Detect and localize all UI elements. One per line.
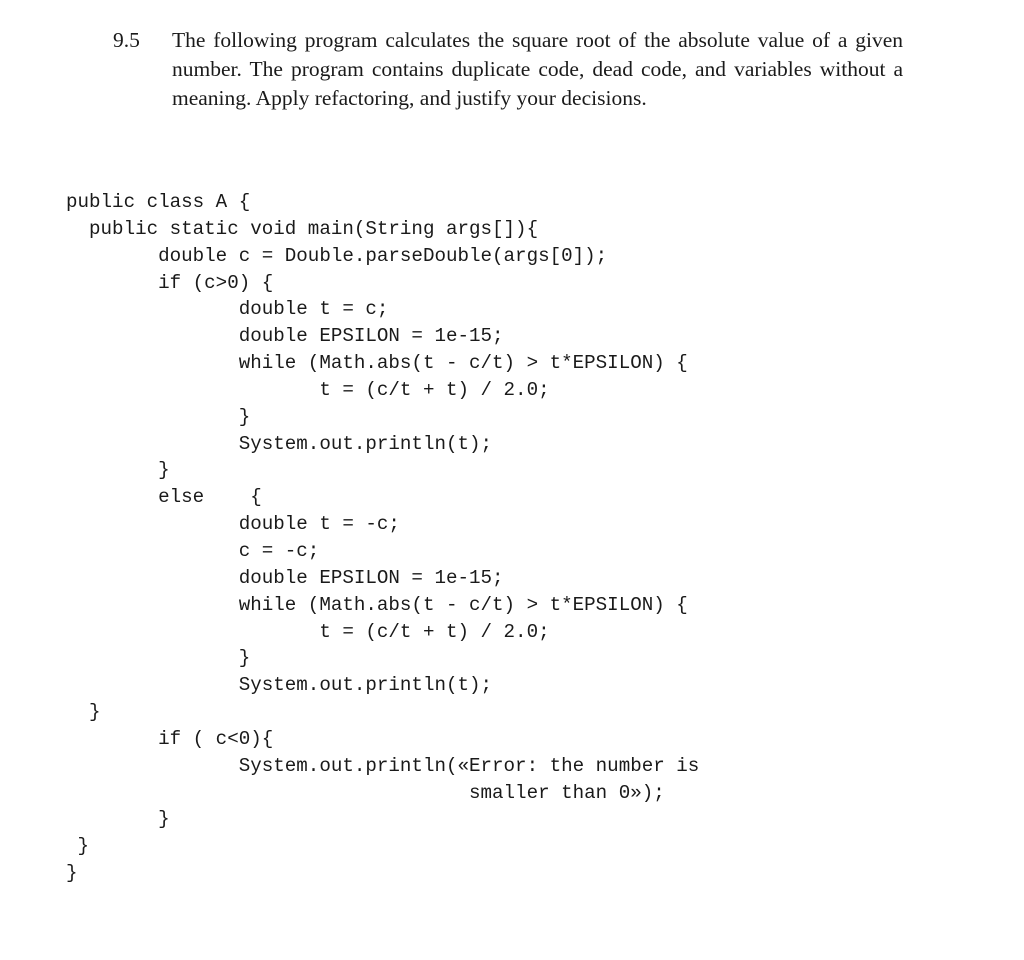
- code-line: }: [66, 701, 101, 724]
- code-line: public static void main(String args[]){: [66, 217, 539, 240]
- code-line: while (Math.abs(t - c/t) > t*EPSILON) {: [66, 352, 688, 375]
- code-line: System.out.println(«Error: the number is: [66, 754, 700, 777]
- code-line: t = (c/t + t) / 2.0;: [66, 620, 550, 643]
- code-line: t = (c/t + t) / 2.0;: [66, 378, 550, 401]
- code-line: else {: [66, 486, 262, 509]
- code-line: if (c>0) {: [66, 271, 274, 294]
- exercise-description: The following program calculates the square root of the absolute value of a given number. The program contains duplicate code, dead code, and variables without a meaning. Apply refactoring, and justify your decisions.: [172, 28, 903, 110]
- code-line: }: [66, 647, 251, 670]
- code-line: if ( c<0){: [66, 727, 274, 750]
- code-line: }: [66, 862, 78, 885]
- code-line: double t = -c;: [66, 513, 400, 536]
- code-line: System.out.println(t);: [66, 432, 493, 455]
- code-line: }: [66, 808, 170, 831]
- code-line: double t = c;: [66, 298, 389, 321]
- code-line: smaller than 0»);: [66, 781, 665, 804]
- code-line: }: [66, 405, 251, 428]
- code-line: double EPSILON = 1e-15;: [66, 566, 504, 589]
- code-listing: [66, 189, 699, 887]
- code-line: double c = Double.parseDouble(args[0]);: [66, 244, 608, 267]
- code-line: c = -c;: [66, 539, 320, 562]
- code-line: double EPSILON = 1e-15;: [66, 325, 504, 348]
- code-line: public class A {: [66, 191, 251, 213]
- code-line: }: [66, 459, 170, 482]
- code-line: }: [66, 835, 90, 858]
- code-line: while (Math.abs(t - c/t) > t*EPSILON) {: [66, 593, 688, 616]
- exercise-number: 9.5: [113, 28, 140, 52]
- code-line: System.out.println(t);: [66, 674, 493, 697]
- exercise-block: [113, 26, 903, 113]
